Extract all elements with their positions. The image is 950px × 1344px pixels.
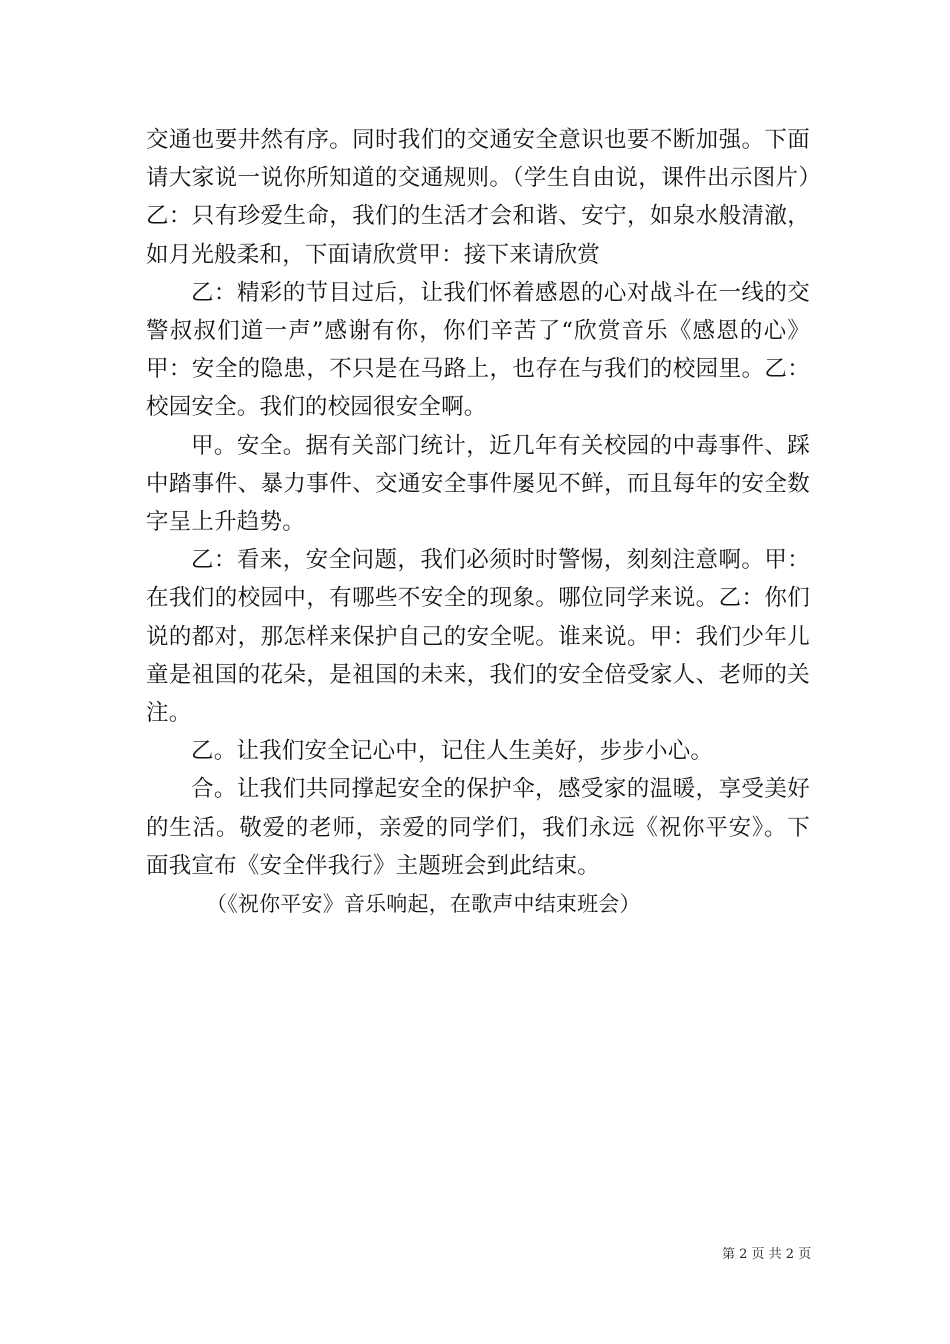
page-number-footer: 第 2 页 共 2 页 <box>722 1247 812 1262</box>
paragraph-closing-note: （《祝你平安》音乐响起，在歌声中结束班会） <box>206 892 641 917</box>
paragraph-remember-safety: 乙。让我们安全记心中，记住人生美好，步步小心。 <box>191 738 714 765</box>
document-body <box>146 121 810 923</box>
paragraph-conclusion: 合。让我们共同撑起安全的保护伞，感受家的温暖，享受美好的生活。敬爱的老师，亲爱的同学们，我们永远《祝你平安》。下面我宣布《安全伴我行》主题班会到此结束。 <box>146 776 810 879</box>
paragraph-campus-safety: 乙：看来，安全问题，我们必须时时警惕，刻刻注意啊。甲：在我们的校园中，有哪些不安全的现象。哪位同学来说。乙：你们说的都对，那怎样来保护自己的安全呢。谁来说。甲：我们少年儿童是祖国的花朵，是祖国的未来，我们的安全倍受家人、老师的关注。 <box>146 547 810 727</box>
paragraph-continuation: 交通也要井然有序。同时我们的交通安全意识也要不断加强。下面请大家说一说你所知道的交通规则。（学生自由说，课件出示图片）乙：只有珍爱生命，我们的生活才会和谐、安宁，如泉水般清澈，如月光般柔和，下面请欣赏甲：接下来请欣赏 <box>146 127 810 268</box>
paragraph-statistics: 甲。安全。据有关部门统计，近几年有关校园的中毒事件、踩中踏事件、暴力事件、交通安全事件屡见不鲜，而且每年的安全数字呈上升趋势。 <box>146 432 810 536</box>
paragraph-gratitude: 乙：精彩的节目过后，让我们怀着感恩的心对战斗在一线的交警叔叔们道一声”感谢有你，你们辛苦了“欣赏音乐《感恩的心》甲：安全的隐患，不只是在马路上，也存在与我们的校园里。乙：校园安全。我们的校园很安全啊。 <box>146 279 810 421</box>
